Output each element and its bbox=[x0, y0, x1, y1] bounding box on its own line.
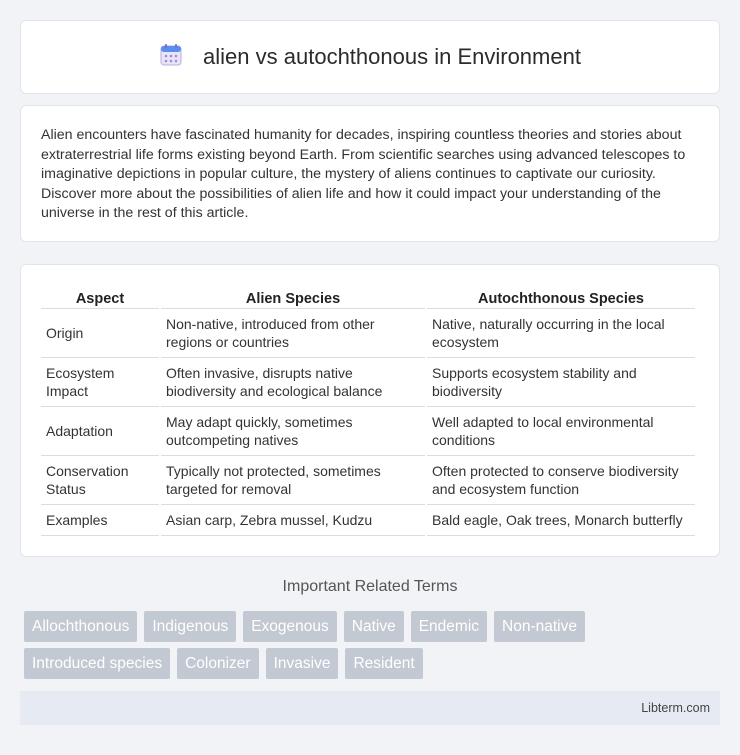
table-cell: Non-native, introduced from other regions or countries bbox=[161, 309, 425, 358]
related-terms-tags bbox=[24, 611, 724, 685]
page-title: alien vs autochthonous in Environment bbox=[203, 44, 581, 69]
table-row bbox=[41, 358, 695, 407]
table-cell: Well adapted to local environmental conditions bbox=[427, 407, 695, 456]
tag-indigenous[interactable]: Indigenous bbox=[144, 611, 236, 642]
tag-row bbox=[24, 648, 724, 679]
table-cell: Origin bbox=[41, 309, 159, 358]
tag-resident[interactable]: Resident bbox=[345, 648, 422, 679]
table-cell: Often invasive, disrupts native biodiversity and ecological balance bbox=[161, 358, 425, 407]
table-cell: Often protected to conserve biodiversity and ecosystem function bbox=[427, 456, 695, 505]
comparison-card bbox=[20, 264, 720, 557]
tag-invasive[interactable]: Invasive bbox=[266, 648, 339, 679]
header-autochthonous-species: Autochthonous Species bbox=[427, 285, 695, 309]
header-alien-species: Alien Species bbox=[161, 285, 425, 309]
tag-introduced-species[interactable]: Introduced species bbox=[24, 648, 170, 679]
header-aspect: Aspect bbox=[41, 285, 159, 309]
table-header-row bbox=[41, 285, 695, 309]
calendar-icon bbox=[159, 43, 183, 72]
table-cell: Conservation Status bbox=[41, 456, 159, 505]
table-row bbox=[41, 505, 695, 536]
table-cell: Asian carp, Zebra mussel, Kudzu bbox=[161, 505, 425, 536]
intro-card bbox=[20, 105, 720, 242]
table-cell: Typically not protected, sometimes targeted for removal bbox=[161, 456, 425, 505]
header-card bbox=[20, 20, 720, 94]
table-cell: Bald eagle, Oak trees, Monarch butterfly bbox=[427, 505, 695, 536]
table-row bbox=[41, 407, 695, 456]
table-cell: Ecosystem Impact bbox=[41, 358, 159, 407]
table-cell: Examples bbox=[41, 505, 159, 536]
table-row bbox=[41, 456, 695, 505]
tag-exogenous[interactable]: Exogenous bbox=[243, 611, 337, 642]
related-terms-title: Important Related Terms bbox=[282, 578, 458, 595]
tag-colonizer[interactable]: Colonizer bbox=[177, 648, 258, 679]
comparison-table bbox=[39, 285, 697, 536]
intro-paragraph: Alien encounters have fascinated humanity for decades, inspiring countless theories and stories about extraterrestrial life forms existing beyond Earth. From scientific searches using advanced telescopes to imaginative depictions in popular culture, the mystery of aliens continues to captivate our curiosity. Discover more about the possibilities of alien life and how it could impact your understanding of the universe in the rest of this article. bbox=[41, 127, 686, 222]
tag-allochthonous[interactable]: Allochthonous bbox=[24, 611, 137, 642]
table-cell: Supports ecosystem stability and biodiversity bbox=[427, 358, 695, 407]
footer bbox=[20, 691, 720, 725]
table-cell: May adapt quickly, sometimes outcompeting natives bbox=[161, 407, 425, 456]
table-row bbox=[41, 309, 695, 358]
tag-endemic[interactable]: Endemic bbox=[411, 611, 487, 642]
footer-site-link[interactable]: Libterm.com bbox=[641, 701, 710, 715]
tag-row bbox=[24, 611, 724, 642]
table-cell: Adaptation bbox=[41, 407, 159, 456]
tag-native[interactable]: Native bbox=[344, 611, 404, 642]
tag-non-native[interactable]: Non-native bbox=[494, 611, 585, 642]
table-cell: Native, naturally occurring in the local ecosystem bbox=[427, 309, 695, 358]
